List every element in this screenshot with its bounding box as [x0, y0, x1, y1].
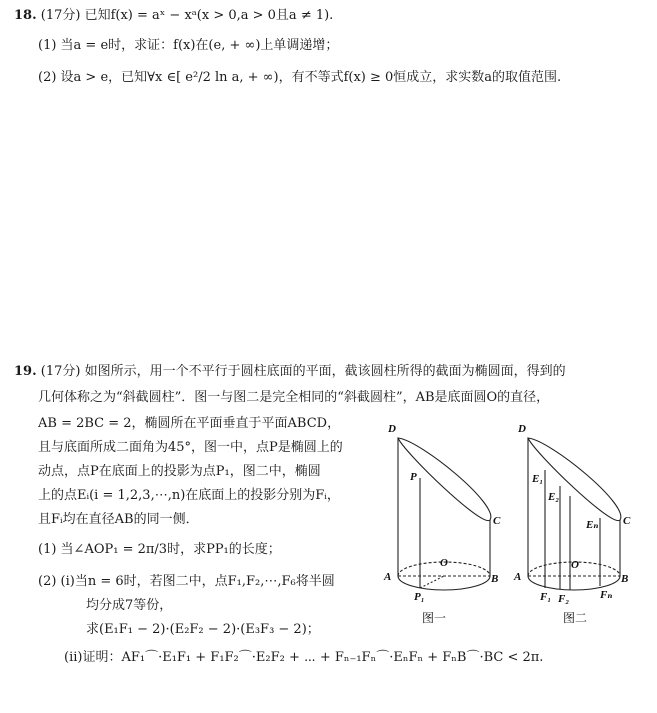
- fig1-label-O: O: [440, 557, 448, 569]
- fig2-label-O: O: [571, 559, 579, 571]
- q19-part1: (1) 当∠AOP₁ = 2π/3时，求PP₁的长度；: [38, 542, 281, 557]
- fig1-base-front: [398, 576, 490, 590]
- fig2-label-A: A: [514, 571, 522, 583]
- q19-stem-line4: 且与底面所成二面角为45°，图一中，点P是椭圆上的: [38, 440, 343, 455]
- fig1-label-P: P: [410, 471, 417, 483]
- q19-part2-i-cont: 均分成7等份，: [86, 598, 173, 613]
- fig2-label-En: Eₙ: [586, 519, 599, 531]
- fig1-label-A: A: [384, 571, 392, 583]
- q19-stem-line6: 上的点Eᵢ(i = 1,2,3,⋯,n)在底面上的投影分别为Fᵢ，: [38, 488, 340, 503]
- q19-stem-line7: 且Fᵢ均在直径AB的同一侧．: [38, 512, 199, 527]
- fig1-label-B: B: [491, 573, 499, 585]
- q19-stem-line1: (17分) 如图所示，用一个不平行于圆柱底面的平面，截该圆柱所得的截面为椭圆面，得到的: [40, 364, 566, 379]
- fig2-base-front: [528, 576, 620, 590]
- figure-2: [528, 438, 621, 590]
- q19-part2-i-ask: 求(E₁F₁ − 2)·(E₂F₂ − 2)·(E₃F₃ − 2)；: [86, 622, 320, 637]
- fig2-label-D: D: [518, 423, 526, 435]
- fig1-label-C: C: [493, 515, 501, 527]
- fig2-label-Fn: Fₙ: [600, 589, 613, 601]
- fig2-ellipse-cut: [528, 438, 621, 521]
- fig1-base-back: [398, 562, 490, 576]
- fig2-label-E2: E₂: [548, 491, 560, 503]
- q19-stem-line5: 动点，点P在底面上的投影为点P₁，图二中，椭圆: [38, 464, 321, 479]
- fig2-label-E1: E₁: [532, 473, 544, 485]
- fig2-label-C: C: [623, 515, 631, 527]
- fig2-label-B: B: [621, 573, 629, 585]
- fig2-label-F1: F₁: [540, 591, 552, 603]
- q18-stem: (17分) 已知f(x) = aˣ − xᵃ(x > 0,a > 0且a ≠ 1).: [40, 8, 334, 23]
- figure-1: [398, 438, 491, 590]
- q18-part1: (1) 当a = e时，求证：f(x)在(e, + ∞)上单调递增；: [38, 38, 339, 53]
- fig2-label-F2: F₂: [558, 593, 570, 605]
- fig1-caption: 图一: [422, 611, 447, 625]
- q18-part2: (2) 设a > e，已知∀x ∈[ e²/2 ln a, + ∞)，有不等式f(x) ≥ 0恒成立，求实数a的取值范围.: [38, 70, 562, 85]
- q19-part2-i: (2) (i)当n = 6时，若图二中，点F₁,F₂,⋯,F₆将半圆: [38, 574, 335, 589]
- fig1-label-P1: P₁: [414, 591, 425, 603]
- fig1-ellipse-cut: [398, 438, 491, 521]
- q18-number: 18.: [14, 8, 37, 23]
- fig1-label-D: D: [388, 423, 396, 435]
- fig2-base-back: [528, 562, 620, 576]
- q19-number: 19.: [14, 364, 37, 379]
- q19-stem-line2: 几何体称之为“斜截圆柱”．图一与图二是完全相同的“斜截圆柱”，AB是底面圆O的直径，: [38, 390, 550, 405]
- q19-part2-ii: (ii)证明：AF₁⌒·E₁F₁ + F₁F₂⌒·E₂F₂ + ⋯ + Fₙ₋₁Fₙ⌒·EₙFₙ + FₙB⌒·BC < 2π.: [64, 650, 544, 665]
- fig2-caption: 图二: [563, 611, 588, 625]
- fig1-line-OP1: [420, 576, 444, 588]
- q19-stem-line3: AB = 2BC = 2，椭圆所在平面垂直于平面ABCD，: [38, 416, 341, 431]
